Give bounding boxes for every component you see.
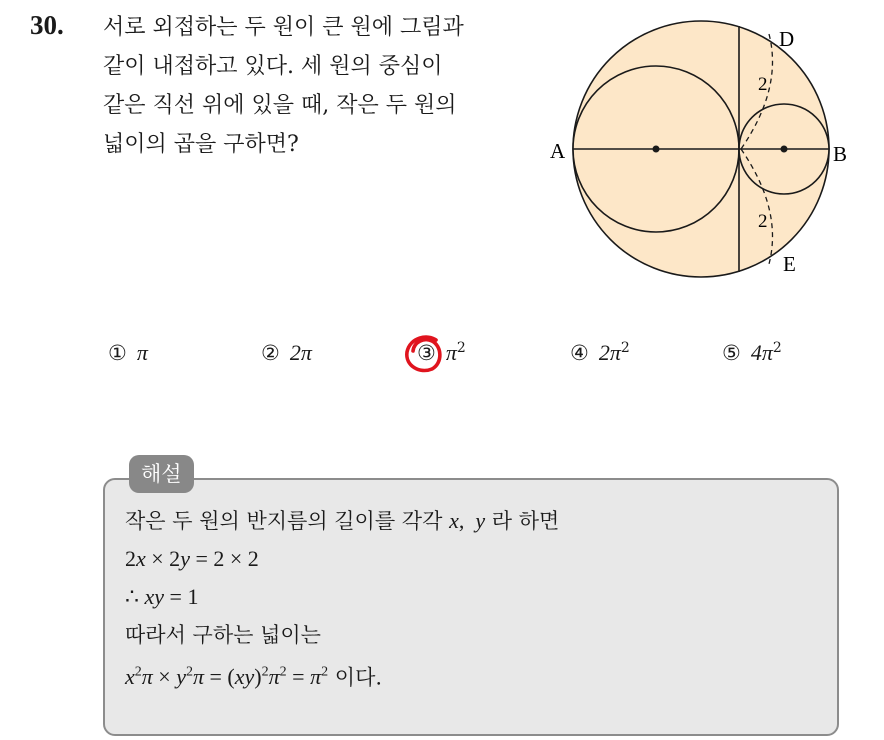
solution-line-2: 2x × 2y = 2 × 2 xyxy=(125,546,259,571)
label-upper-length: 2 xyxy=(758,74,768,95)
right-center-dot xyxy=(781,146,788,153)
answer-circle-mark xyxy=(402,332,446,376)
choice-mark: ④ xyxy=(570,341,589,365)
label-d: D xyxy=(779,27,795,51)
solution-line-4: 따라서 구하는 넓이는 xyxy=(125,623,321,647)
choice-value: π xyxy=(136,340,148,365)
question-line: 같이 내접하고 있다. 세 원의 중심이 xyxy=(103,54,443,79)
left-center-dot xyxy=(653,146,660,153)
choice-exponent: 2 xyxy=(772,340,782,356)
choice-4[interactable] xyxy=(570,340,630,366)
question-line: 넓이의 곱을 구하면? xyxy=(103,132,299,157)
geometry-figure xyxy=(545,8,865,283)
question-line: 같은 직선 위에 있을 때, 작은 두 원의 xyxy=(103,93,457,118)
solution-line-5: $x^2\pi \times y^2\pi = (xy)^2\pi^2 = \pi^2$ 이다. xyxy=(125,664,383,690)
solution-text: 이다. xyxy=(334,665,383,690)
label-a: A xyxy=(550,139,566,163)
solution-text: 작은 두 원의 반지름의 길이를 각각 xyxy=(125,509,443,533)
choice-1[interactable] xyxy=(108,340,148,366)
choice-value: π xyxy=(445,340,457,365)
solution-box xyxy=(103,478,839,736)
label-lower-length: 2 xyxy=(758,211,768,232)
choice-mark: ③ xyxy=(417,341,436,365)
solution-line-3: ∴ xy = 1 xyxy=(125,584,199,609)
choice-exponent: 2 xyxy=(620,340,630,356)
solution-tag: 해설 xyxy=(129,455,194,493)
question-text xyxy=(103,8,533,164)
label-e: E xyxy=(783,252,796,276)
choice-2[interactable] xyxy=(261,340,312,366)
choice-mark: ① xyxy=(108,341,127,365)
var-x: x xyxy=(449,508,459,533)
choice-5[interactable] xyxy=(722,340,782,366)
choice-value: 2π xyxy=(598,340,621,365)
var-y: y xyxy=(475,508,486,533)
question-number: 30. xyxy=(30,10,64,40)
choice-mark: ⑤ xyxy=(722,341,741,365)
answer-choices xyxy=(108,336,848,380)
choice-exponent: 2 xyxy=(456,340,466,356)
solution-line-1: 작은 두 원의 반지름의 길이를 각각 x, y 라 하면 xyxy=(125,508,560,533)
choice-value: 4π xyxy=(750,340,773,365)
label-b: B xyxy=(833,142,848,166)
solution-text: 라 하면 xyxy=(491,509,560,533)
choice-mark: ② xyxy=(261,341,280,365)
question-line: 서로 외접하는 두 원이 큰 원에 그림과 xyxy=(103,15,464,40)
choice-value: 2π xyxy=(289,340,312,365)
